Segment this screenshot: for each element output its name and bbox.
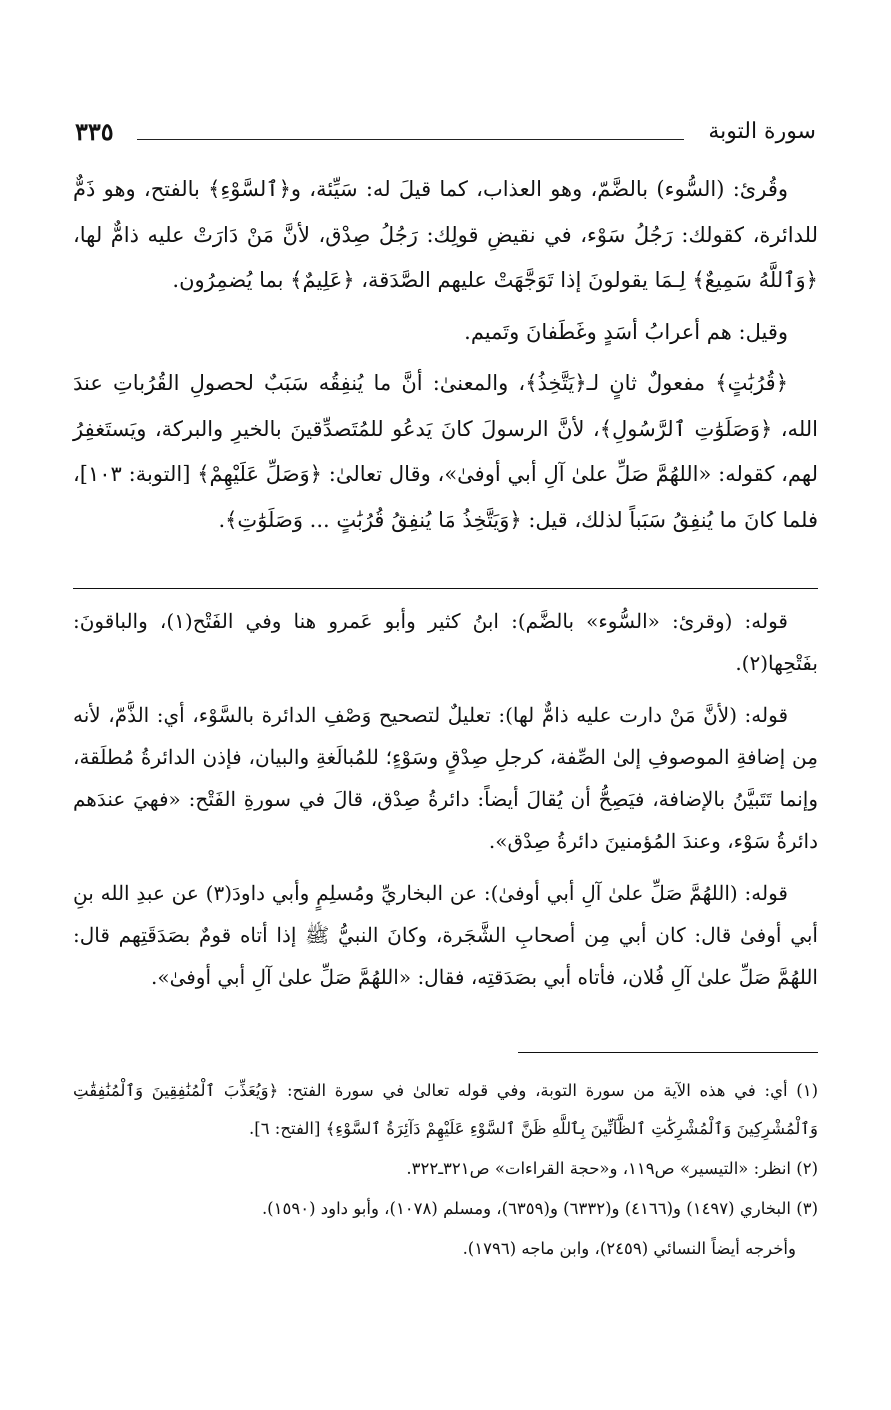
footnote-1: (١) أي: في هذه الآية من سورة التوبة، وفي قوله تعالىٰ في سورة الفتح: ﴿وَيُعَذِّبَ ٱلْمُنَٰفِقِينَ وَٱلْمُنَٰفِقَٰتِ وَٱلْمُشْرِكِينَ وَٱلْمُشْرِكَٰتِ ٱلظَّآنِّينَ بِٱللَّهِ ظَنَّ ٱلسَّوْءِ عَلَيْهِمْ دَآئِرَةُ ٱلسَّوْءِ﴾ [الفتح: ٦]. bbox=[73, 1081, 818, 1138]
main-text bbox=[73, 167, 818, 549]
main-paragraph-1: وقُرئ: (السُّوء) بالضَّمّ، وهو العذاب، كما قيلَ له: سَيِّئة، و﴿ٱلسَّوْءِ﴾ بالفتح، وهو ذَمٌّ للدائرة، كقولك: رَجُلُ سَوْء، في نقيضِ قولِك: رَجُلُ صِدْق، لأنَّ مَنْ دَارَتْ عليه ذامٌّ لها، ﴿وَٱللَّهُ سَمِيعٌ﴾ لِـمَا يقولونَ إذا تَوَجَّهَتْ عليهم الصَّدَقة، ﴿عَلِيمٌ﴾ بما يُضمِرُون. bbox=[73, 177, 818, 292]
surah-title: سورة التوبة bbox=[708, 119, 816, 144]
commentary-paragraph-1: قوله: (وقرئ: «السُّوء» بالضَّم): ابنُ كثير وأبو عَمرو هنا وفي الفَتْح(١)، والباقونَ: بفَتْحِها(٢). bbox=[73, 609, 818, 675]
section-divider bbox=[73, 588, 818, 589]
main-paragraph-2: وقيل: هم أعرابُ أسَدٍ وغَطَفانَ وتَميم. bbox=[464, 319, 788, 344]
page-number: ٣٣٥ bbox=[75, 117, 114, 146]
commentary-paragraph-2: قوله: (لأنَّ مَنْ دارت عليه ذامٌّ لها): تعليلٌ لتصحيح وَصْفِ الدائرة بالسَّوْء، أي: الذَّمّ، لأنه مِن إضافةِ الموصوفِ إلىٰ الصِّفة، كرجلِ صِدْقٍ وسَوْءٍ؛ للمُبالَغةِ والبيان، فإذن الدائرةُ مُطلَقة، وإنما تَتَبيَّنُ بالإضافة، فيَصِحُّ أن يُقالَ أيضاً: دائرةُ صِدْق، قالَ في سورةِ الفَتْح: «فهيَ عندَهم دائرةُ سَوْء، وعندَ المُؤمنينَ دائرةُ صِدْق». bbox=[73, 703, 818, 853]
footnote-rule bbox=[518, 1052, 818, 1053]
main-paragraph-3: ﴿قُرُبَٰتٍ﴾ مفعولٌ ثانٍ لـ﴿يَتَّخِذُ﴾، والمعنىٰ: أنَّ ما يُنفِقُه سَبَبٌ لحصولِ القُرُباتِ عندَ الله، ﴿وَصَلَوَٰتِ ٱلرَّسُولِ﴾، لأنَّ الرسولَ كانَ يَدعُو للمُتَصدِّقينَ بالخيرِ والبركة، ويَستَغفِرُ لهم، كقوله: «اللهُمَّ صَلِّ علىٰ آلِ أبي أوفىٰ»، وقال تعالىٰ: ﴿وَصَلِّ عَلَيْهِمْ﴾ [التوبة: ١٠٣]، فلما كانَ ما يُنفِقُ سَبَباً لذلك، قيل: ﴿وَيَتَّخِذُ مَا يُنفِقُ قُرُبَٰتٍ ... وَصَلَوَٰتِ﴾. bbox=[73, 371, 818, 532]
footnotes bbox=[73, 1072, 818, 1270]
commentary bbox=[73, 600, 818, 1008]
footnote-2: (٢) انظر: «التيسير» ص١١٩، و«حجة القراءات» ص٣٢١ـ٣٢٢. bbox=[406, 1159, 818, 1178]
footnote-3-continued: وأخرجه أيضاً النسائي (٢٤٥٩)، وابن ماجه (١٧٩٦). bbox=[462, 1239, 796, 1258]
footnote-3: (٣) البخاري (١٤٩٧) و(٤١٦٦) و(٦٣٣٢) و(٦٣٥٩)، ومسلم (١٠٧٨)، وأبو داود (١٥٩٠). bbox=[261, 1199, 818, 1218]
header-rule bbox=[137, 139, 684, 140]
commentary-paragraph-3: قوله: (اللهُمَّ صَلِّ علىٰ آلِ أبي أوفىٰ): عن البخاريِّ ومُسلِمٍ وأبي داودَ(٣) عن عبدِ الله بنِ أبي أوفىٰ قال: كان أبي مِن أصحابِ الشَّجَرة، وكانَ النبيُّ ﷺ إذا أتاه قومٌ بصَدَقَتِهم قال: اللهُمَّ صَلِّ علىٰ آلِ فُلان، فأتاه أبي بصَدَقتِه، فقال: «اللهُمَّ صَلِّ علىٰ آلِ أبي أوفىٰ». bbox=[73, 881, 818, 989]
page-header bbox=[75, 112, 816, 152]
